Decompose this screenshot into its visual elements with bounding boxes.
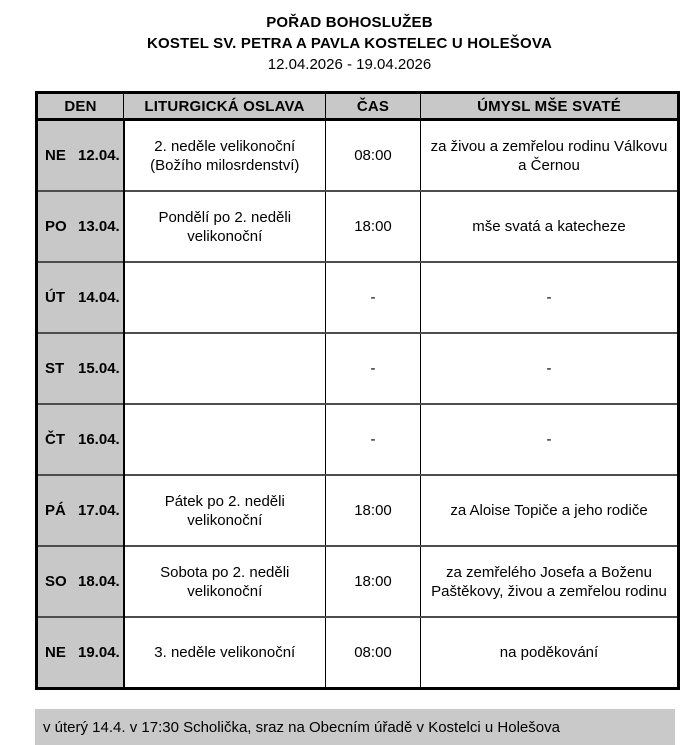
intention-cell: - [421, 333, 679, 404]
page-title: POŘAD BOHOSLUŽEB [266, 14, 433, 31]
celebration-cell: Pondělí po 2. neděli velikonoční [124, 191, 326, 262]
schedule-table [35, 91, 680, 690]
date-range: 12.04.2026 - 19.04.2026 [267, 56, 432, 73]
table-row [37, 546, 679, 617]
celebration-cell [124, 404, 326, 475]
celebration-cell: Pátek po 2. neděli velikonoční [124, 475, 326, 546]
celebration-cell: 3. neděle velikonoční [124, 617, 326, 689]
day-abbr: NE [45, 147, 66, 164]
time-cell: 08:00 [326, 617, 421, 689]
title-block [0, 0, 699, 75]
day-cell [37, 191, 124, 262]
page-subtitle: KOSTEL SV. PETRA A PAVLA KOSTELEC U HOLEŠOVA [147, 35, 552, 52]
day-date: 14.04. [78, 289, 120, 306]
day-date: 19.04. [78, 644, 120, 661]
intention-cell: - [421, 262, 679, 333]
day-date: 12.04. [78, 147, 120, 164]
day-cell [37, 617, 124, 689]
time-cell: - [326, 404, 421, 475]
day-abbr: NE [45, 644, 66, 661]
footer-note [35, 709, 675, 745]
intention-cell: za živou a zemřelou rodinu Válkovu a Černou [421, 120, 679, 192]
table-row [37, 617, 679, 689]
table-row [37, 475, 679, 546]
celebration-cell: 2. neděle velikonoční (Božího milosrdenství) [124, 120, 326, 192]
table-row [37, 262, 679, 333]
time-cell: 18:00 [326, 191, 421, 262]
intention-cell: za Aloise Topiče a jeho rodiče [421, 475, 679, 546]
day-cell [37, 120, 124, 192]
header-row [37, 93, 679, 120]
footer-note-text: v úterý 14.4. v 17:30 Scholička, sraz na Obecním úřadě v Kostelci u Holešova [43, 718, 560, 736]
day-abbr: SO [45, 573, 67, 590]
time-cell: 08:00 [326, 120, 421, 192]
day-abbr: ST [45, 360, 65, 377]
intention-cell: mše svatá a katecheze [421, 191, 679, 262]
col-header-den: DEN [37, 93, 124, 120]
intention-cell: - [421, 404, 679, 475]
day-cell [37, 262, 124, 333]
celebration-cell: Sobota po 2. neděli velikonoční [124, 546, 326, 617]
day-date: 18.04. [78, 573, 120, 590]
day-abbr: ČT [45, 431, 65, 448]
day-abbr: ÚT [45, 289, 65, 306]
day-cell [37, 333, 124, 404]
celebration-cell [124, 262, 326, 333]
time-cell: - [326, 262, 421, 333]
table-row [37, 333, 679, 404]
day-date: 17.04. [78, 502, 120, 519]
celebration-cell [124, 333, 326, 404]
col-header-cas: ČAS [326, 93, 421, 120]
intention-cell: za zemřelého Josefa a Boženu Paštěkovy, živou a zemřelou rodinu [421, 546, 679, 617]
col-header-liturgicka-oslava: LITURGICKÁ OSLAVA [124, 93, 326, 120]
intention-cell: na poděkování [421, 617, 679, 689]
day-date: 13.04. [78, 218, 120, 235]
day-cell [37, 546, 124, 617]
table-row [37, 120, 679, 192]
table-row [37, 404, 679, 475]
day-cell [37, 404, 124, 475]
day-cell [37, 475, 124, 546]
time-cell: - [326, 333, 421, 404]
table-row [37, 191, 679, 262]
day-date: 16.04. [78, 431, 120, 448]
time-cell: 18:00 [326, 475, 421, 546]
day-date: 15.04. [78, 360, 120, 377]
col-header-umysl-mse-svate: ÚMYSL MŠE SVATÉ [421, 93, 679, 120]
time-cell: 18:00 [326, 546, 421, 617]
day-abbr: PÁ [45, 502, 66, 519]
day-abbr: PO [45, 218, 67, 235]
